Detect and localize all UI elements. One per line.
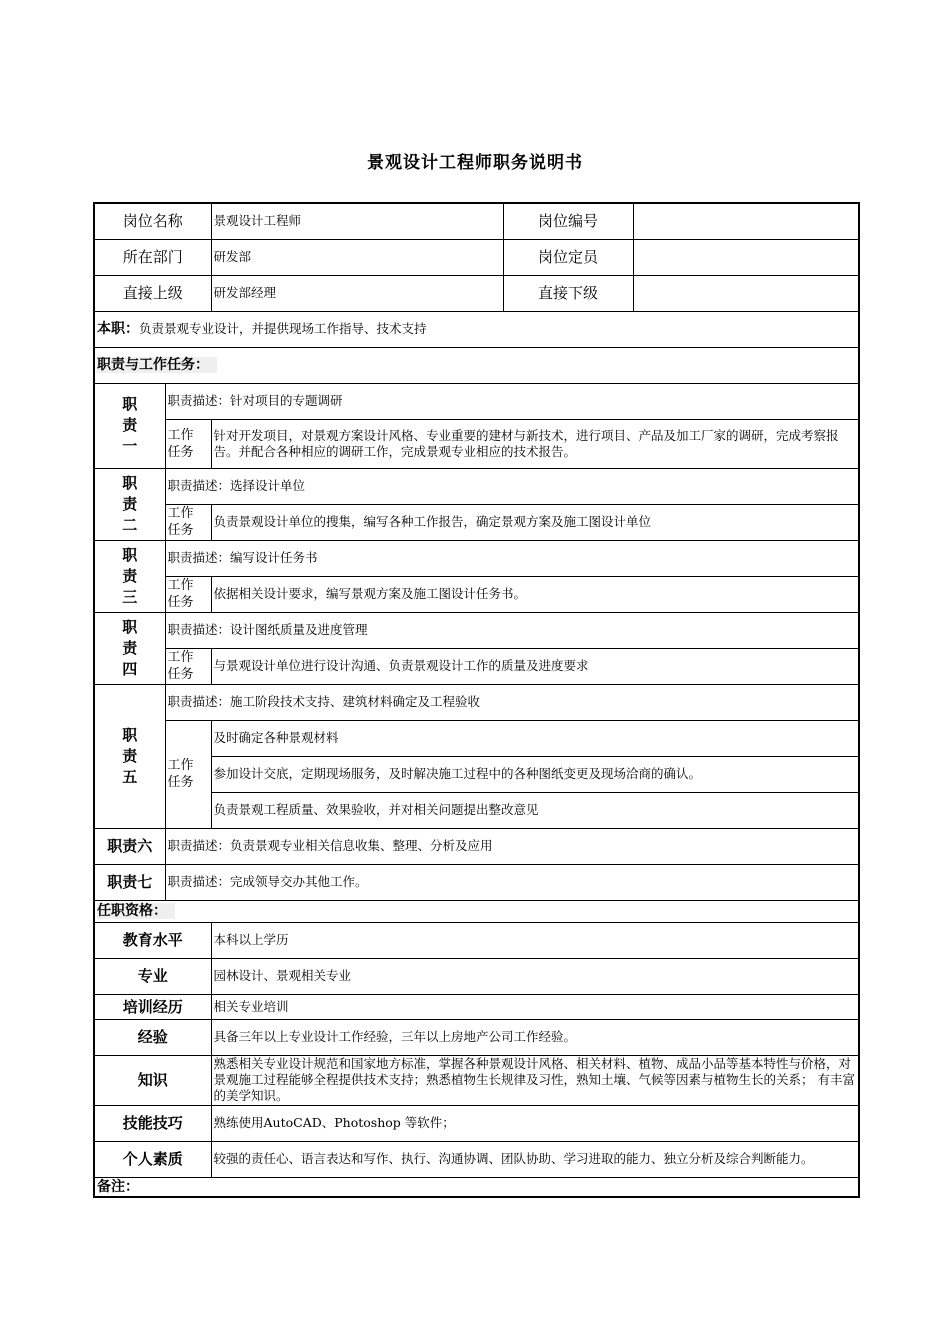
qual-row-major xyxy=(94,958,859,994)
quota-label: 岗位定员 xyxy=(503,239,633,275)
qual-experience-value: 具备三年以上专业设计工作经验，三年以上房地产公司工作经验。 xyxy=(211,1019,859,1055)
duty-1-name: 职 责 一 xyxy=(94,383,165,468)
row-superior xyxy=(94,275,859,311)
qual-education-label: 教育水平 xyxy=(94,922,211,958)
duty-3-task-1: 依据相关设计要求，编写景观方案及施工图设计任务书。 xyxy=(211,576,859,612)
duties-header: 职责与工作任务： xyxy=(94,347,859,383)
duty-2-desc: 职责描述：选择设计单位 xyxy=(165,468,859,504)
duty-5-task-label: 工作 任务 xyxy=(165,720,211,828)
duty-3-task-row xyxy=(94,576,859,612)
qual-major-value: 园林设计、景观相关专业 xyxy=(211,958,859,994)
qual-row-personal xyxy=(94,1141,859,1177)
department-label: 所在部门 xyxy=(94,239,211,275)
document-title: 景观设计工程师职务说明书 xyxy=(367,153,583,173)
duty-2-task-1: 负责景观设计单位的搜集，编写各种工作报告，确定景观方案及施工图设计单位 xyxy=(211,504,859,540)
duty-5-desc-row xyxy=(94,684,859,720)
qual-personal-value: 较强的责任心、语言表达和写作、执行、沟通协调、团队协助、学习进取的能力、独立分析及综合判断能力。 xyxy=(211,1141,859,1177)
duty-7-name: 职责七 xyxy=(94,864,165,900)
duty-2-task-row xyxy=(94,504,859,540)
row-qualifications-header xyxy=(94,900,859,922)
duty-3-task-label: 工作 任务 xyxy=(165,576,211,612)
duty-3-desc: 职责描述：编写设计任务书 xyxy=(165,540,859,576)
qual-skills-label: 技能技巧 xyxy=(94,1105,211,1141)
duty-6-desc: 职责描述：负责景观专业相关信息收集、整理、分析及应用 xyxy=(165,828,859,864)
duty-4-desc-row xyxy=(94,612,859,648)
duty-3-desc-row xyxy=(94,540,859,576)
row-core-duty xyxy=(94,311,859,347)
duty-5-task-1: 及时确定各种景观材料 xyxy=(211,720,859,756)
superior-label: 直接上级 xyxy=(94,275,211,311)
duty-3-name: 职 责 三 xyxy=(94,540,165,612)
row-position-name xyxy=(94,203,859,239)
duty-4-task-label: 工作 任务 xyxy=(165,648,211,684)
duty-5-task-row-1 xyxy=(94,720,859,756)
row-remarks xyxy=(94,1177,859,1197)
duty-1-task-label: 工作 任务 xyxy=(165,419,211,468)
duty-4-desc: 职责描述：设计图纸质量及进度管理 xyxy=(165,612,859,648)
duty-1-task-row xyxy=(94,419,859,468)
duty-4-task-row xyxy=(94,648,859,684)
qual-personal-label: 个人素质 xyxy=(94,1141,211,1177)
duty-2-task-label: 工作 任务 xyxy=(165,504,211,540)
duty-6-name: 职责六 xyxy=(94,828,165,864)
qual-knowledge-label: 知识 xyxy=(94,1055,211,1105)
qualifications-header: 任职资格： xyxy=(94,900,859,922)
duty-5-name: 职 责 五 xyxy=(94,684,165,828)
remarks-label: 备注： xyxy=(94,1177,859,1197)
qual-training-label: 培训经历 xyxy=(94,994,211,1019)
subordinate-value xyxy=(633,275,859,311)
duty-7-desc: 职责描述：完成领导交办其他工作。 xyxy=(165,864,859,900)
duty-4-name: 职 责 四 xyxy=(94,612,165,684)
department-value: 研发部 xyxy=(211,239,503,275)
core-duty-cell xyxy=(94,311,859,347)
subordinate-label: 直接下级 xyxy=(503,275,633,311)
core-duty-label: 本职： xyxy=(97,321,139,337)
job-description-table xyxy=(93,202,860,1198)
position-name-value: 景观设计工程师 xyxy=(211,203,503,239)
position-no-label: 岗位编号 xyxy=(503,203,633,239)
qual-experience-label: 经验 xyxy=(94,1019,211,1055)
duty-6-row xyxy=(94,828,859,864)
qual-row-training xyxy=(94,994,859,1019)
superior-value: 研发部经理 xyxy=(211,275,503,311)
duty-1-desc-row xyxy=(94,383,859,419)
quota-value xyxy=(633,239,859,275)
duty-7-row xyxy=(94,864,859,900)
duty-5-desc: 职责描述：施工阶段技术支持、建筑材料确定及工程验收 xyxy=(165,684,859,720)
qual-education-value: 本科以上学历 xyxy=(211,922,859,958)
row-department xyxy=(94,239,859,275)
row-duties-header xyxy=(94,347,859,383)
duty-1-desc: 职责描述：针对项目的专题调研 xyxy=(165,383,859,419)
position-name-label: 岗位名称 xyxy=(94,203,211,239)
duty-5-task-2: 参加设计交底，定期现场服务，及时解决施工过程中的各种图纸变更及现场洽商的确认。 xyxy=(211,756,859,792)
qual-knowledge-value: 熟悉相关专业设计规范和国家地方标准，掌握各种景观设计风格、相关材料、植物、成品小品等基本特性与价格，对景观施工过程能够全程提供技术支持；熟悉植物生长规律及习性，熟知土壤、气候等因素与植物生长的关系； 有丰富的美学知识。 xyxy=(211,1055,859,1105)
duty-1-task-1: 针对开发项目，对景观方案设计风格、专业重要的建材与新技术，进行项目、产品及加工厂家的调研，完成考察报告。并配合各种相应的调研工作，完成景观专业相应的技术报告。 xyxy=(211,419,859,468)
position-no-value xyxy=(633,203,859,239)
duty-2-desc-row xyxy=(94,468,859,504)
core-duty-text: 负责景观专业设计，并提供现场工作指导、技术支持 xyxy=(139,321,427,336)
qual-major-label: 专业 xyxy=(94,958,211,994)
qual-skills-value: 熟练使用AutoCAD、Photoshop 等软件； xyxy=(211,1105,859,1141)
qual-training-value: 相关专业培训 xyxy=(211,994,859,1019)
qual-row-experience xyxy=(94,1019,859,1055)
duty-5-task-3: 负责景观工程质量、效果验收，并对相关问题提出整改意见 xyxy=(211,792,859,828)
duty-2-name: 职 责 二 xyxy=(94,468,165,540)
duty-4-task-1: 与景观设计单位进行设计沟通、负责景观设计工作的质量及进度要求 xyxy=(211,648,859,684)
qual-row-skills xyxy=(94,1105,859,1141)
qual-row-education xyxy=(94,922,859,958)
qual-row-knowledge xyxy=(94,1055,859,1105)
